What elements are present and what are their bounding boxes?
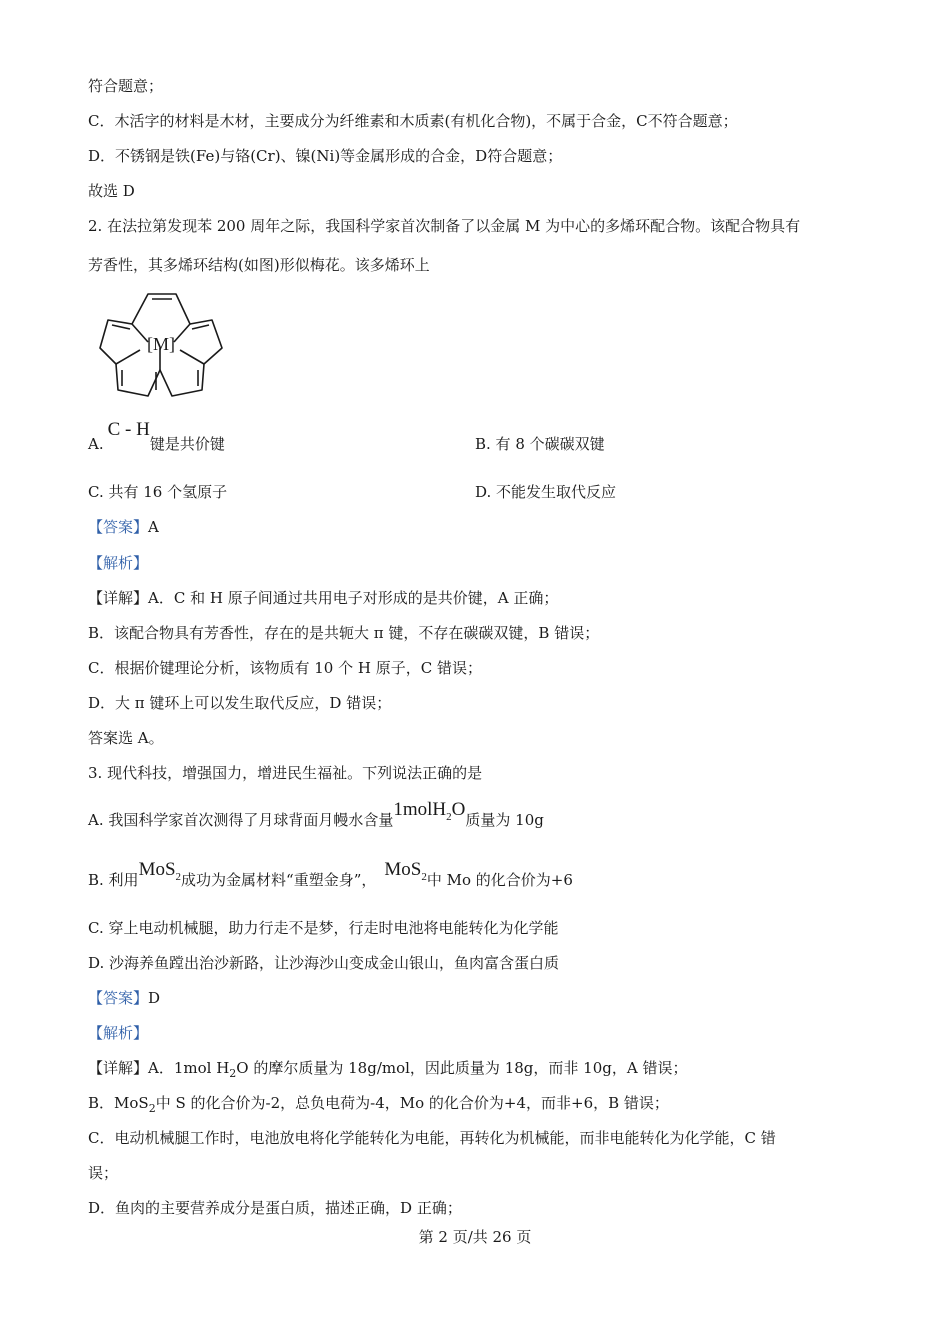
formula-mos2: MoS$_2$ xyxy=(138,859,182,883)
q2-detail-a: 【详解】A．C 和 H 原子间通过共用电子对形成的是共价键，A 正确； xyxy=(88,589,559,607)
q3-option-d: D. 沙海养鱼蹚出治沙新路，让沙海沙山变成金山银山，鱼肉富含蛋白质 xyxy=(88,954,560,972)
formula-c-h: C - H xyxy=(107,419,150,440)
line-3: D．不锈钢是铁(Fe)与铬(Cr)、镍(Ni)等金属形成的合金，D符合题意； xyxy=(88,147,563,165)
line-2: C．木活字的材料是木材，主要成分为纤维素和木质素(有机化合物)，不属于合金，C不符合题意； xyxy=(88,112,738,130)
q3-analysis: 【解析】 xyxy=(88,1024,149,1042)
q3-detail-d: D．鱼肉的主要营养成分是蛋白质，描述正确，D 正确； xyxy=(88,1199,462,1217)
q3-option-b: B. 利用MoS$_2$成功为金属材料“重塑金身”， MoS$_2$中 Mo 的化合价为+6 xyxy=(88,859,573,889)
q2-analysis: 【解析】 xyxy=(88,554,149,572)
line-4: 故选 D xyxy=(88,182,135,200)
q3-answer: 【答案】D xyxy=(88,989,161,1007)
q2-answer: 【答案】A xyxy=(88,518,159,536)
metal-center-label: [M] xyxy=(147,334,175,354)
q2-stem-1: 2. 在法拉第发现苯 200 周年之际，我国科学家首次制备了以金属 M 为中心的多烯环配合物。该配合物具有 xyxy=(88,217,801,235)
q3-option-a: A. 我国科学家首次测得了月球背面月幔水含量1molH$_2$O质量为 10g xyxy=(88,799,544,829)
q3-detail-c-cont: 误； xyxy=(88,1164,119,1182)
q2-detail-d: D．大 π 键环上可以发生取代反应，D 错误； xyxy=(88,694,392,712)
formula-1mol-h2o: 1molH$_2$O xyxy=(393,799,466,823)
q2-option-b: B. 有 8 个碳碳双键 xyxy=(475,435,605,453)
q3-option-c: C. 穿上电动机械腿，助力行走不是梦，行走时电池将电能转化为化学能 xyxy=(88,919,559,937)
line-1: 符合题意； xyxy=(88,77,164,95)
q3-detail-b: B．MoS$_2$中 S 的化合价为-2，总负电荷为-4，Mo 的化合价为+4，而非+6，B 错误； xyxy=(88,1094,669,1115)
page-footer: 第 2 页/共 26 页 xyxy=(418,1228,532,1246)
q2-option-d: D. 不能发生取代反应 xyxy=(475,483,617,501)
q3-detail-a: 【详解】A．1mol $H_2O$ 的摩尔质量为 18g/mol，因此质量为 18g，而非 10g，A 错误； xyxy=(88,1059,688,1080)
q2-option-c: C. 共有 16 个氢原子 xyxy=(88,483,228,501)
q3-detail-c: C．电动机械腿工作时，电池放电将化学能转化为电能，再转化为机械能，而非电能转化为化学能，C 错 xyxy=(88,1129,776,1147)
q3-stem: 3. 现代科技，增强国力，增进民生福祉。下列说法正确的是 xyxy=(88,764,483,782)
q2-detail-c: C．根据价键理论分析，该物质有 10 个 H 原子，C 错误； xyxy=(88,659,482,677)
q2-option-a: A.C - H键是共价键 xyxy=(88,419,225,453)
q2-detail-b: B．该配合物具有芳香性，存在的是共轭大 π 键，不存在碳碳双键，B 错误； xyxy=(88,624,600,642)
q2-stem-2: 芳香性，其多烯环结构(如图)形似梅花。该多烯环上 xyxy=(88,256,430,274)
q2-conclusion: 答案选 A。 xyxy=(88,729,164,747)
polyene-ring-structure xyxy=(96,284,226,404)
formula-mos2: MoS$_2$ xyxy=(384,859,427,883)
